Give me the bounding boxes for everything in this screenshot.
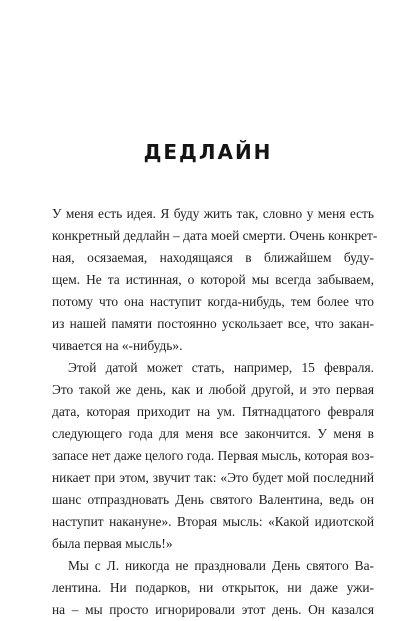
text-line: Мы с Л. никогда не праздновали День святого Ва- bbox=[68, 558, 374, 573]
paragraph-1 bbox=[52, 203, 378, 357]
text-line: дата, которая приходит на ум. Пятнадцатого февраля bbox=[52, 404, 374, 419]
text-line: из нашей памяти постоянно ускользает все, что закан- bbox=[52, 316, 374, 331]
text-line: на – мы просто игнорировали этот день. Он казался bbox=[52, 602, 374, 617]
text-line: Это такой же день, как и любой другой, и это первая bbox=[52, 382, 374, 397]
text-line: никает при этом, звучит так: «Это будет мой последний bbox=[52, 470, 374, 485]
text-line: ная, осязаемая, находящаяся в ближайшем буду- bbox=[52, 250, 374, 265]
text-line: лентина. Ни подарков, ни открыток, ни даже ужи- bbox=[52, 580, 374, 595]
text-line: У меня есть идея. Я буду жить так, словно у меня есть bbox=[52, 206, 374, 221]
text-line: потому что она наступит когда-нибудь, тем более что bbox=[52, 294, 374, 309]
text-line: Этой датой может стать, например, 15 февраля. bbox=[68, 360, 374, 375]
paragraph-3 bbox=[52, 555, 374, 621]
body-text bbox=[52, 203, 378, 621]
text-line: конкретный дедлайн – дата моей смерти. Очень конкрет- bbox=[52, 228, 378, 243]
text-line: запасе нет даже целого года. Первая мысль, которая воз- bbox=[52, 448, 374, 463]
text-line: наступит накануне». Вторая мысль: «Какой идиотской bbox=[52, 514, 374, 529]
text-line: шанс отпраздновать День святого Валентина, ведь он bbox=[52, 492, 374, 507]
text-line: следующего года для меня все закончится. У меня в bbox=[52, 426, 374, 441]
paragraph-2 bbox=[52, 357, 374, 555]
text-line: была первая мысль!» bbox=[52, 536, 173, 551]
text-line: щем. Не та истинная, о которой мы всегда забываем, bbox=[52, 272, 374, 287]
text-line: чивается на «-нибудь». bbox=[52, 338, 183, 353]
chapter-title: ДЕДЛАЙН bbox=[143, 140, 273, 164]
